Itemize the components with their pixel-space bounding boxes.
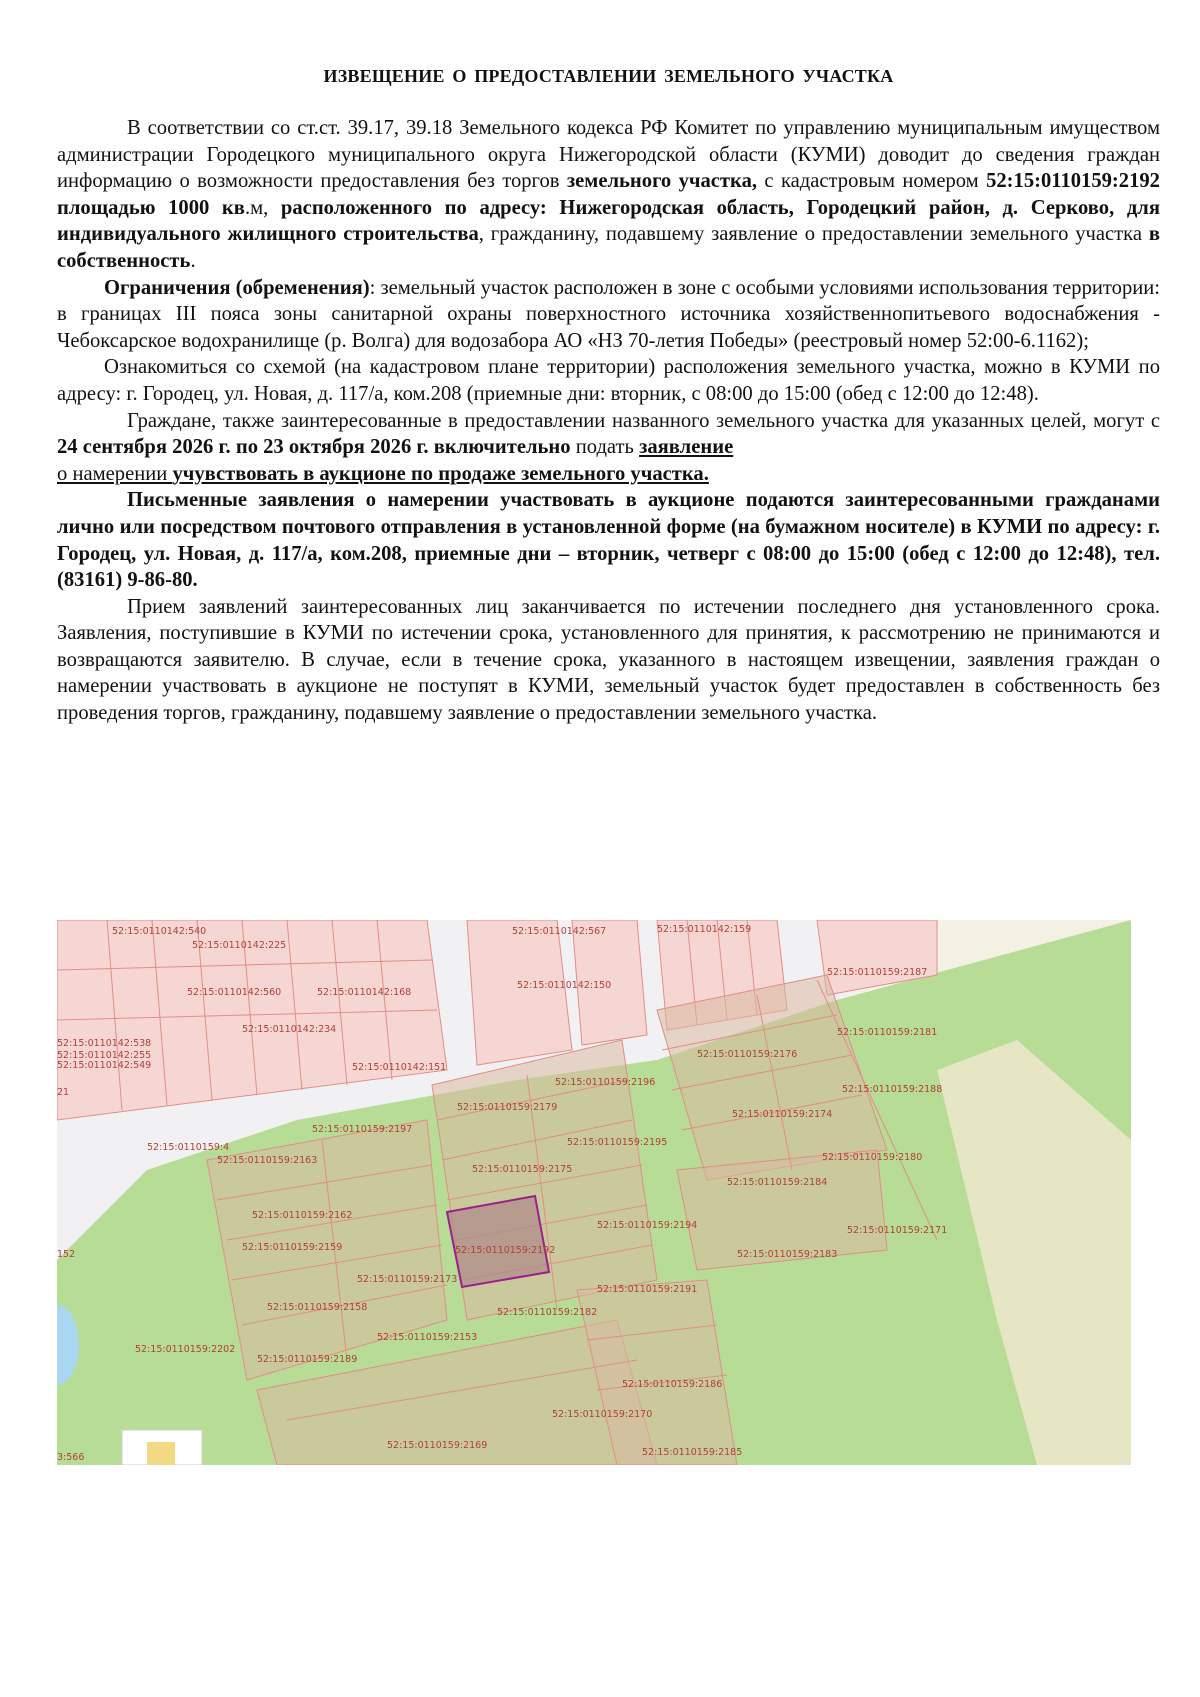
map-label: 52:15:0110142:567 bbox=[512, 926, 607, 937]
paragraph-scheme bbox=[57, 354, 1160, 407]
map-label: 52:15:0110142:234 bbox=[242, 1024, 337, 1035]
restrictions-heading: Ограничения (обременения) bbox=[104, 276, 370, 299]
map-label: 52:15:0110159:2174 bbox=[732, 1109, 833, 1120]
map-label: 52:15:0110159:2195 bbox=[567, 1137, 668, 1148]
map-label: 52:15:0110159:2170 bbox=[552, 1409, 653, 1420]
map-label: 52:15:0110142:540 bbox=[112, 926, 207, 937]
cadastral-number: 52:15:0110159:2192 площадью 1000 кв bbox=[57, 170, 1160, 219]
map-label: 52:15:0110159:2187 bbox=[827, 967, 928, 978]
map-label: 52:15:0110159:2191 bbox=[597, 1284, 698, 1295]
paragraph-intro bbox=[57, 115, 1160, 275]
map-label: 52:15:0110142:225 bbox=[192, 940, 287, 951]
selected-parcel bbox=[447, 1196, 549, 1287]
notice-document bbox=[57, 66, 1160, 727]
map-label: 52:15:0110159:2194 bbox=[597, 1220, 698, 1231]
text: Граждане, также заинтересованные в предоставлении названного земельного участка для указанных целей, могут с bbox=[127, 409, 1160, 432]
map-label: 52:15:0110142:560 bbox=[187, 987, 282, 998]
applications-text: Письменные заявления о намерении участвовать в аукционе подаются заинтересованными гражданами лично или посредством почтового отправления в установленной форме (на бумажном носителе) в КУМИ по адресу: г. Городец, ул. Новая, д. 117/а, ком.208, приемные дни – вторник, четверг с 08:00 до 15:00 (обед с 12:00 до 12:48), тел. (83161) 9-86-80. bbox=[57, 489, 1160, 592]
map-label: 52:15:0110142:168 bbox=[317, 987, 412, 998]
map-label: 52:15:0110159:2179 bbox=[457, 1102, 558, 1113]
paragraph-restrictions bbox=[57, 275, 1160, 355]
deadline-dates: 24 сентября 2026 г. по 23 октября 2026 г. включительно bbox=[57, 436, 571, 459]
map-label: 21 bbox=[57, 1087, 70, 1098]
text: : земельный участок расположен в зоне с особыми условиями использования территории: в границах III пояса зоны санитарной охраны поверхностного источника хозяйственнопитьевого водоснабжения - Чебоксарское водохранилище (р. Волга) для водозабора АО «НЗ 70-летия Победы» (реестровый номер 52:00-6.1162); bbox=[57, 276, 1160, 352]
map-label: 52:15:0110159:2153 bbox=[377, 1332, 478, 1343]
paragraph-procedure bbox=[57, 594, 1160, 727]
map-label: 52:15:0110159:2175 bbox=[472, 1164, 573, 1175]
document-title: ИЗВЕЩЕНИЕ О ПРЕДОСТАВЛЕНИИ ЗЕМЕЛЬНОГО УЧАСТКА bbox=[323, 66, 894, 86]
underlined-text: заявление bbox=[639, 436, 734, 459]
map-label: 52:15:0110142:150 bbox=[517, 980, 612, 991]
map-label: 52:15:0110159:2196 bbox=[555, 1077, 656, 1088]
map-label: 52:15:0110159:2197 bbox=[312, 1124, 413, 1135]
map-label: 52:15:0110142:538 bbox=[57, 1038, 152, 1049]
map-label: 52:15:0110159:4 bbox=[147, 1142, 230, 1153]
text: .м, bbox=[244, 196, 281, 219]
map-label: 52:15:0110159:2163 bbox=[217, 1155, 318, 1166]
cadastral-map-svg bbox=[57, 920, 1131, 1465]
text: . bbox=[190, 249, 196, 272]
map-label: 52:15:0110142:151 bbox=[352, 1062, 447, 1073]
map-label: 52:15:0110159:2186 bbox=[622, 1379, 723, 1390]
underlined-text: учувствовать в аукционе по продаже земельного участка. bbox=[172, 462, 709, 485]
map-label: 152 bbox=[57, 1249, 76, 1260]
map-label: 52:15:0110159:2183 bbox=[737, 1249, 838, 1260]
map-label: 52:15:0110159:2202 bbox=[135, 1344, 236, 1355]
building bbox=[147, 1442, 175, 1465]
map-label: 52:15:0110159:2173 bbox=[357, 1274, 458, 1285]
map-label: 52:15:0110159:2181 bbox=[837, 1027, 938, 1038]
bold-text: земельного участка, bbox=[566, 170, 758, 193]
address-text: расположенного по адресу: Нижегородская область, Городецкий район, д. Серково, для индивидуального жилищного строительства bbox=[57, 196, 1160, 246]
bold-text: в собственность bbox=[57, 223, 1160, 272]
text: Прием заявлений заинтересованных лиц заканчивается по истечении последнего дня установленного срока. Заявления, поступившие в КУМИ по истечении срока, установленного для принятия, к рассмотрению не принимаются и возвращаются заявителю. В случае, если в течение срока, указанного в настоящем извещении, заявления граждан о намерении участвовать в аукционе не поступят в КУМИ, земельный участок будет предоставлен в собственность без проведения торгов, гражданину, подавшему заявление о предоставлении земельного участка. bbox=[57, 595, 1160, 725]
text: Ознакомиться со схемой (на кадастровом плане территории) расположения земельного участка, можно в КУМИ по адресу: г. Городец, ул. Новая, д. 117/а, ком.208 (приемные дни: вторник, с 08:00 до 15:00 (обед с 12:00 до 12:48). bbox=[57, 356, 1160, 405]
map-label: 3:566 bbox=[57, 1452, 85, 1463]
map-label: 52:15:0110142:159 bbox=[657, 924, 752, 935]
map-label: 52:15:0110142:549 bbox=[57, 1060, 152, 1071]
map-label: 52:15:0110159:2162 bbox=[252, 1210, 353, 1221]
paragraph-applications bbox=[57, 487, 1160, 593]
map-label: 52:15:0110159:2185 bbox=[642, 1447, 743, 1458]
map-label: 52:15:0110159:2184 bbox=[727, 1177, 828, 1188]
text: В соответствии со ст.ст. 39.17, 39.18 Земельного кодекса РФ Комитет по управлению муниципальным имуществом администрации Городецкого муниципального округа Нижегородской области (КУМИ) доводит до сведения граждан информацию о возможности предоставления без торгов bbox=[57, 117, 1160, 193]
map-label: 52:15:0110142:255 bbox=[57, 1050, 152, 1061]
map-label: 52:15:0110159:2176 bbox=[697, 1049, 798, 1060]
map-label: 52:15:0110159:2180 bbox=[822, 1152, 923, 1163]
map-label: 52:15:0110159:2169 bbox=[387, 1440, 488, 1451]
map-label: 52:15:0110159:2159 bbox=[242, 1242, 343, 1253]
map-label: 52:15:0110159:2192 bbox=[455, 1245, 556, 1256]
text: с кадастровым номером bbox=[757, 170, 987, 193]
map-label: 52:15:0110159:2158 bbox=[267, 1302, 368, 1313]
paragraph-deadline bbox=[57, 408, 1160, 488]
cadastral-map bbox=[57, 920, 1131, 1465]
map-label: 52:15:0110159:2182 bbox=[497, 1307, 598, 1318]
text: , гражданину, подавшему заявление о предоставлении земельного участка bbox=[478, 223, 1149, 246]
map-label: 52:15:0110159:2171 bbox=[847, 1225, 948, 1236]
underlined-text: о намерении bbox=[57, 462, 173, 485]
text: подать bbox=[570, 436, 640, 459]
map-label: 52:15:0110159:2188 bbox=[842, 1084, 943, 1095]
map-label: 52:15:0110159:2189 bbox=[257, 1354, 358, 1365]
